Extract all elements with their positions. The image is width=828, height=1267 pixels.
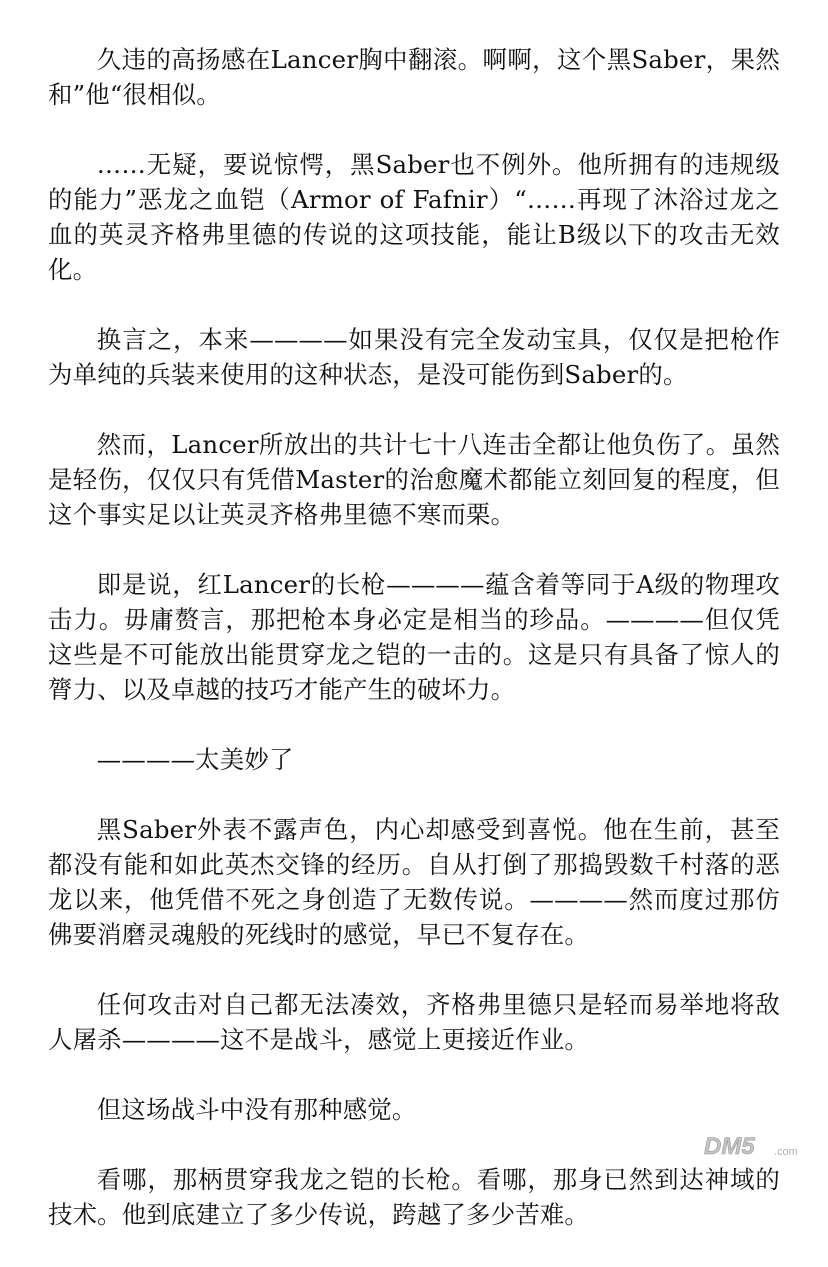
paragraph-7: 黑Saber外表不露声色，内心却感受到喜悦。他在生前，甚至都没有能和如此英杰交锋的经历。自从打倒了那捣毁数千村落的恶龙以来，他凭借不死之身创造了无数传说。————然而度过那仿佛要消磨灵魂般的死线时的感觉，早已不复存在。: [48, 815, 780, 949]
paragraph-5: 即是说，红Lancer的长枪————蕴含着等同于A级的物理攻击力。毋庸赘言，那把枪本身必定是相当的珍品。————但仅凭这些是不可能放出能贯穿龙之铠的一击的。这是只有具备了惊人的膂力、以及卓越的技巧才能产生的破坏力。: [48, 570, 780, 704]
paragraph-4: 然而，Lancer所放出的共计七十八连击全都让他负伤了。虽然是轻伤，仅仅只有凭借Master的治愈魔术都能立刻回复的程度，但这个事实足以让英灵齐格弗里德不寒而栗。: [48, 430, 780, 529]
site-watermark-logo: [702, 1131, 814, 1161]
watermark-brand: DM5: [704, 1133, 755, 1160]
paragraph-1: 久违的高扬感在Lancer胸中翻滚。啊啊，这个黑Saber，果然和”他“很相似。: [48, 45, 780, 109]
paragraph-10: 看哪，那柄贯穿我龙之铠的长枪。看哪，那身已然到达神域的技术。他到底建立了多少传说，跨越了多少苦难。: [48, 1165, 780, 1229]
paragraph-3: 换言之，本来————如果没有完全发动宝具，仅仅是把枪作为单纯的兵装来使用的这种状态，是没可能伤到Saber的。: [48, 325, 780, 389]
paragraph-8: 任何攻击对自己都无法凑效，齐格弗里德只是轻而易举地将敌人屠杀————这不是战斗，感觉上更接近作业。: [48, 990, 780, 1054]
body-text: [48, 42, 780, 1267]
paragraph-2: ……无疑，要说惊愕，黑Saber也不例外。他所拥有的违规级的能力”恶龙之血铠（Armor of Fafnir）“……再现了沐浴过龙之血的英灵齐格弗里德的传说的这项技能，能让B级以下的攻击无效化。: [48, 150, 780, 284]
paragraph-6: ————太美妙了: [96, 745, 294, 774]
paragraph-9: 但这场战斗中没有那种感觉。: [96, 1095, 417, 1124]
watermark-suffix: .com: [774, 1146, 798, 1158]
